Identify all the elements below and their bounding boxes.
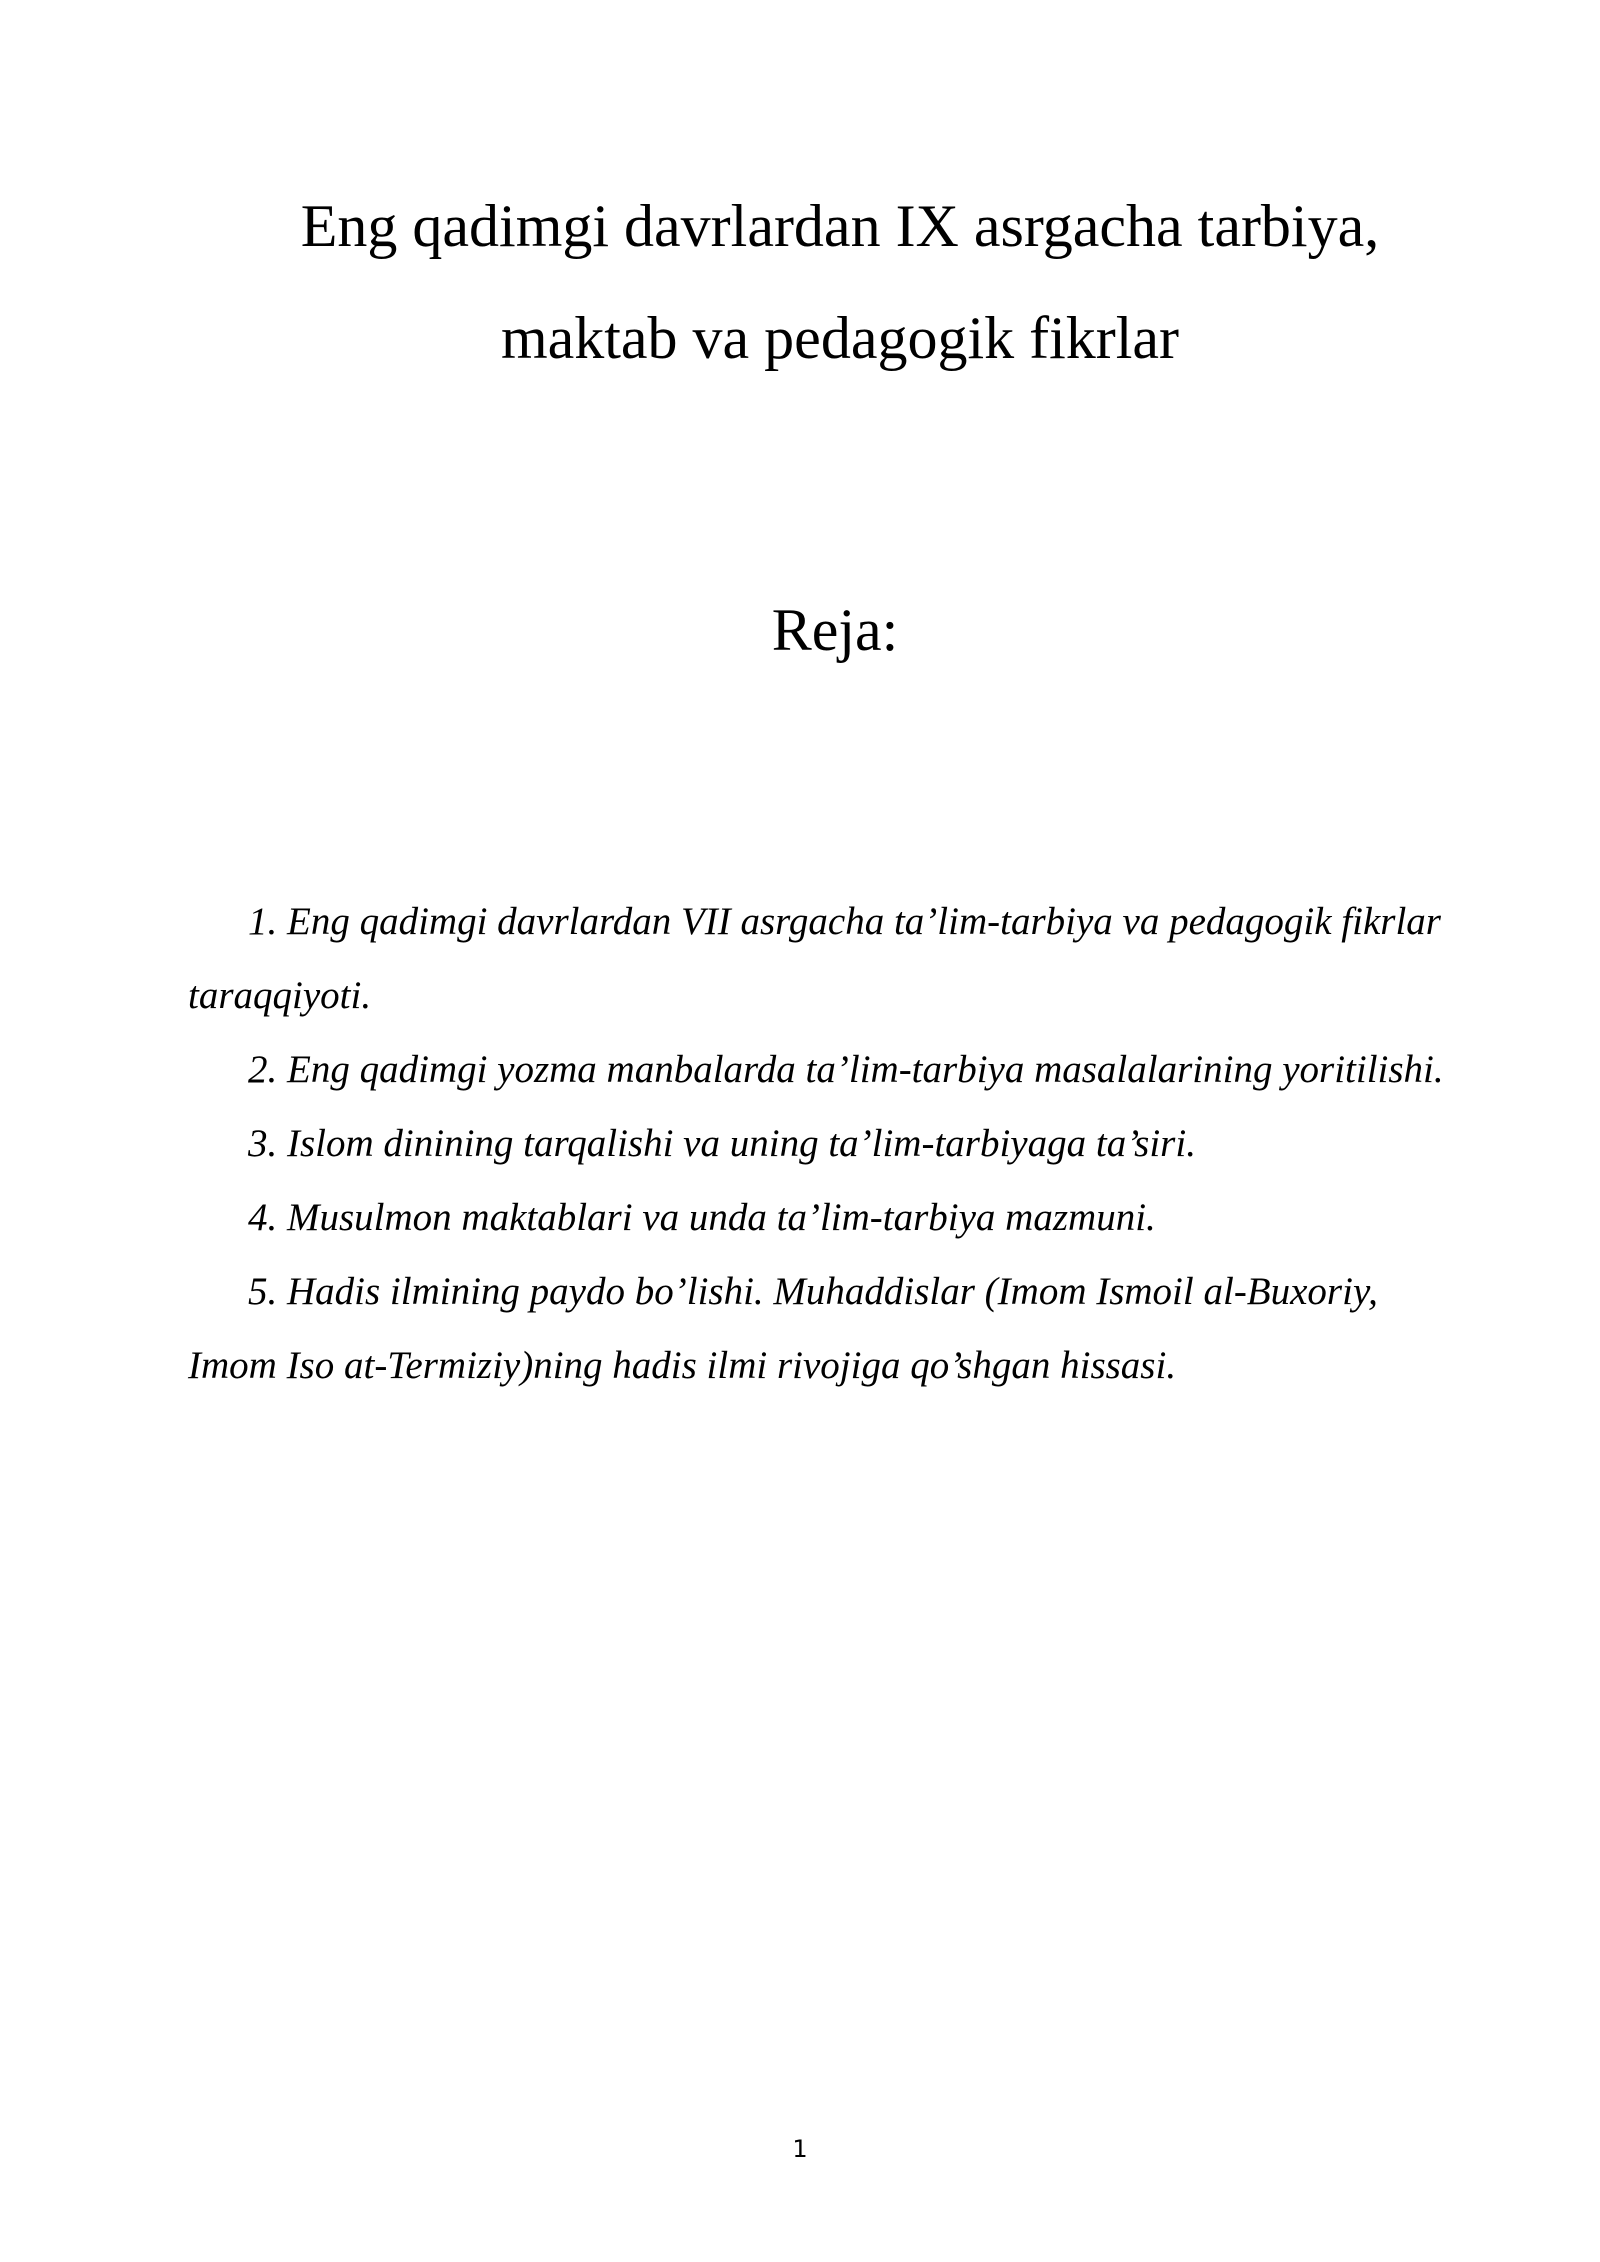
plan-item-number: 3. xyxy=(248,1122,278,1165)
plan-item-4 xyxy=(188,1181,1458,1255)
plan-item-number: 5. xyxy=(248,1270,278,1313)
title-line-1: Eng qadimgi davrlardan IX asrgacha tarbiya, xyxy=(300,193,1380,259)
plan-item-text: Islom dinining tarqalishi va uning ta’lim-tarbiyaga ta’siri. xyxy=(287,1122,1196,1165)
plan-item-text: Musulmon maktablari va unda ta’lim-tarbiya mazmuni. xyxy=(287,1196,1156,1239)
plan-heading: Reja: xyxy=(771,597,899,663)
plan-item-text: Eng qadimgi yozma manbalarda ta’lim-tarbiya masalalarining yoritilishi. xyxy=(287,1048,1444,1091)
plan-list xyxy=(188,885,1458,1403)
plan-item-5 xyxy=(188,1255,1458,1403)
plan-item-text: Hadis ilmining paydo bo’lishi. Muhaddislar (Imom Ismoil al-Buxoriy, Imom Iso at-Termiziy)ning hadis ilmi rivojiga qo’shgan hissasi. xyxy=(188,1270,1378,1387)
title-line-2: maktab va pedagogik fikrlar xyxy=(500,305,1180,371)
plan-item-number: 1. xyxy=(248,900,278,943)
plan-item-number: 4. xyxy=(248,1196,278,1239)
plan-item-1 xyxy=(188,885,1458,1033)
document-title xyxy=(0,170,1600,394)
plan-item-2 xyxy=(188,1033,1458,1107)
plan-item-number: 2. xyxy=(248,1048,278,1091)
plan-item-3 xyxy=(188,1107,1458,1181)
plan-item-text: Eng qadimgi davrlardan VII asrgacha ta’lim-tarbiya va pedagogik fikrlar taraqqiyoti. xyxy=(188,900,1441,1017)
page-number: 1 xyxy=(792,2135,808,2163)
